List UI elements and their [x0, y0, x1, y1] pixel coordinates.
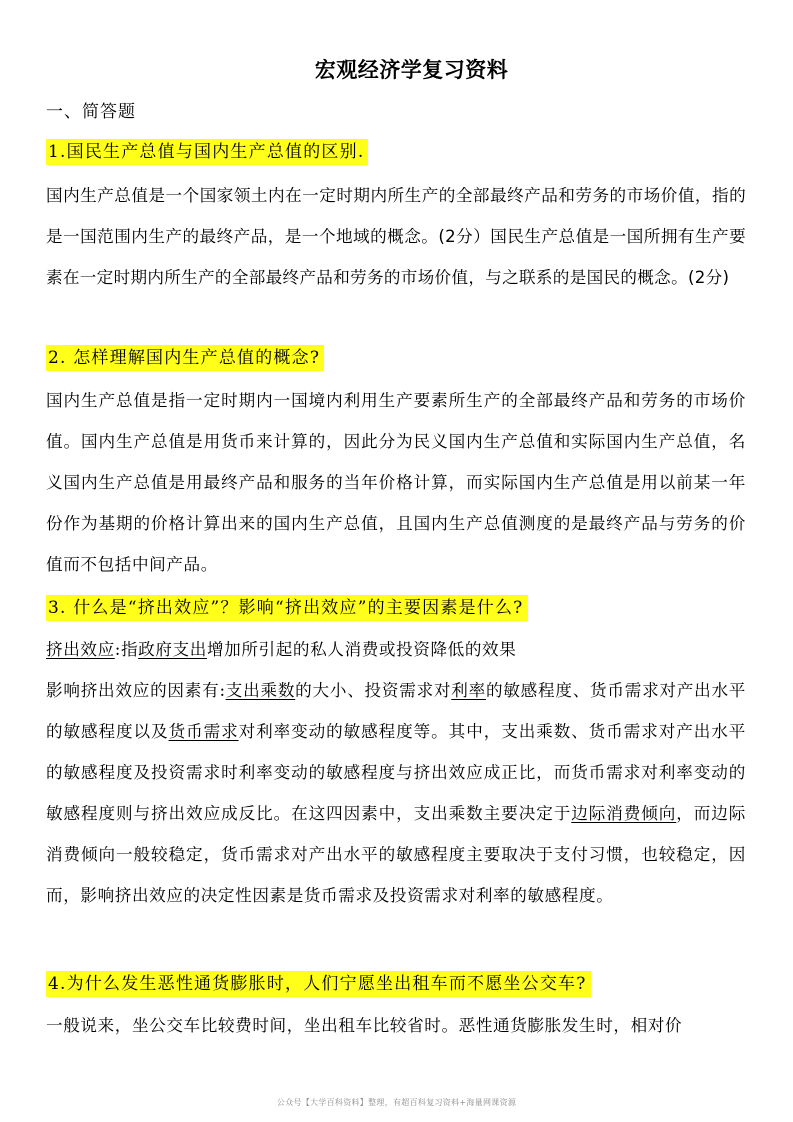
definition-colon: :指 — [114, 640, 139, 659]
term-multiplier: 支出乘数 — [225, 681, 296, 700]
factors-lead: 影响挤出效应的因素有: — [46, 681, 226, 700]
footer-note: 公众号【大学百科资料】整理，有超百科复习资料+海量网课资源 — [276, 1098, 517, 1107]
question-2-highlight: 2. 怎样理解国内生产总值的概念? — [46, 345, 324, 371]
term-interest-rate: 利率 — [451, 681, 486, 700]
document-title: 宏观经济学复习资料 — [314, 58, 509, 82]
question-3 — [46, 594, 528, 622]
factors-text-4: ，而边际消费倾向一般较稳定，货币需求对产出水平的敏感程度主要取决于支付习惯，也较稳定，因而，影响挤出效应的决定性因素是货币需求及投资需求对利率的敏感程度。 — [46, 804, 746, 905]
factors-text-2: 的敏感程度、货币需求对产出水平的敏感程度以及 — [46, 681, 747, 741]
answer-3-factors — [46, 670, 746, 916]
answer-4: 一般说来，坐公交车比较费时间，坐出租车比较省时。恶性通货膨胀发生时，相对价 — [46, 1016, 683, 1035]
question-1-highlight: 1.国民生产总值与国内生产总值的区别. — [46, 139, 368, 165]
term-government-spending: 政府支出 — [138, 640, 207, 659]
question-3-highlight: 3. 什么是“挤出效应”？影响“挤出效应”的主要因素是什么? — [46, 595, 528, 621]
answer-3-definition — [46, 629, 746, 670]
section-heading: 一、简答题 — [46, 102, 136, 122]
factors-text-3: 对利率变动的敏感程度等。其中，支出乘数、货币需求对产出水平的敏感程度及投资需求时利率变动的敏感程度与挤出效应成正比，而货币需求对利率变动的敏感程度则与挤出效应成反比。在这四因素中，支出乘数主要决定于 — [46, 722, 746, 823]
term-crowding-out: 挤出效应 — [46, 640, 115, 659]
question-2 — [46, 344, 324, 372]
term-mpc: 边际消费倾向 — [571, 804, 677, 823]
question-1 — [46, 138, 368, 166]
answer-1: 国内生产总值是一个国家领土内在一定时期内所生产的全部最终产品和劳务的市场价值，指的是一国范围内生产的最终产品，是一个地域的概念。(2分）国民生产总值是一国所拥有生产要素在一定时期内所生产的全部最终产品和劳务的市场价值，与之联系的是国民的概念。(2分) — [46, 186, 746, 287]
question-4 — [46, 970, 591, 998]
answer-2: 国内生产总值是指一定时期内一国境内利用生产要素所生产的全部最终产品和劳务的市场价值。国内生产总值是用货币来计算的，因此分为民义国内生产总值和实际国内生产总值，名义国内生产总值是用最终产品和服务的当年价格计算，而实际国内生产总值是用以前某一年份作为基期的价格计算出来的国内生产总值，且国内生产总值测度的是最终产品与劳务的价值而不包括中间产品。 — [46, 391, 746, 574]
factors-text-1: 的大小、投资需求对 — [295, 681, 452, 700]
term-money-demand: 货币需求 — [168, 722, 239, 741]
question-4-highlight: 4.为什么发生恶性通货膨胀时，人们宁愿坐出租车而不愿坐公交车? — [46, 971, 591, 997]
definition-rest: 增加所引起的私人消费或投资降低的效果 — [206, 640, 517, 659]
